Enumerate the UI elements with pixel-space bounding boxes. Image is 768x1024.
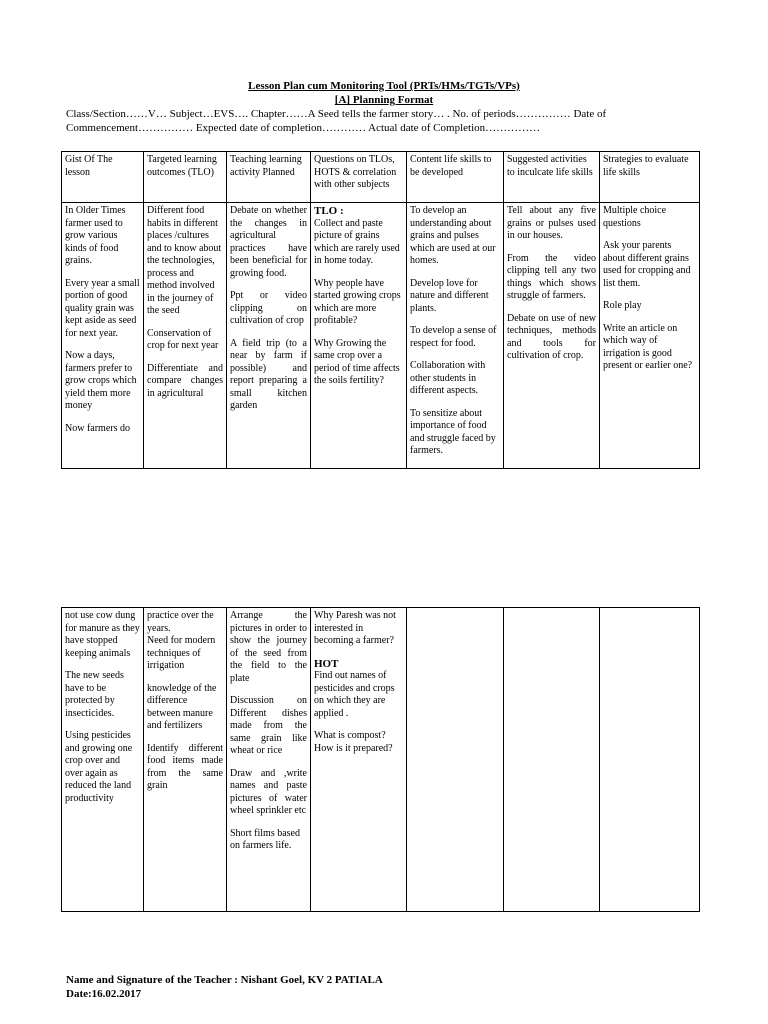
strategy-text: Multiple choice questions: [603, 205, 667, 229]
gist-cell-cont: [62, 608, 144, 912]
gist-cell: [62, 203, 144, 469]
question-text: Why Growing the same crop over a period of time affects the soils fertility?: [314, 337, 400, 386]
skill-text: To develop a sense of respect for food.: [410, 325, 497, 349]
strategy-text: Role play: [603, 300, 642, 311]
question-text: What is compost? How is it prepared?: [314, 730, 393, 754]
question-text: Why people have started growing crops which are more profitable?: [314, 277, 401, 326]
tlo-text: Conservation of crop for next year: [147, 327, 219, 351]
strategies-cell: [600, 203, 700, 469]
tlo-cell-cont: [144, 608, 227, 912]
activity-text: Arrange the pictures in order to show the journey of the seed from the field to the plate: [230, 610, 307, 684]
continuation-row: [62, 608, 700, 912]
tlo-text: Identify different food items made from the same grain: [147, 742, 223, 791]
skill-text: To develop an understanding about grains and pulses which are used at our homes.: [410, 205, 496, 266]
skills-cell: [407, 203, 504, 469]
skills-cell-cont: [407, 608, 504, 912]
document-subtitle: [A] Planning Format: [334, 94, 434, 106]
teacher-signature: Name and Signature of the Teacher : Nishant Goel, KV 2 PATIALA: [66, 974, 383, 986]
skill-text: Develop love for nature and different plants.: [410, 277, 489, 314]
document-date: Date:16.02.2017: [66, 988, 142, 1000]
strategy-text: Ask your parents about different grains used for cropping and list them.: [603, 240, 691, 289]
document-title: Lesson Plan cum Monitoring Tool (PRTs/HMs/TGTs/VPs): [248, 80, 520, 92]
header-suggested: Suggested activities to inculcate life skills: [504, 152, 600, 203]
gist-text: Using pesticides and growing one crop over and over again as reduced the land productivity: [65, 730, 133, 804]
tlo-text: Different food habits in different places /cultures and to know about the technologies, process and method involved in the journey of the seed: [147, 205, 222, 316]
skill-text: To sensitize about importance of food and struggle faced by farmers.: [410, 407, 496, 456]
activity-text: Discussion on Different dishes made from the same grain like wheat or rice: [230, 695, 307, 756]
gist-text: The new seeds have to be protected by insecticides.: [65, 670, 124, 719]
gist-text: Now farmers do: [65, 422, 130, 434]
tlo-cell: [144, 203, 227, 469]
strategy-text: Write an article on which way of irrigation is good present or earlier one?: [603, 322, 693, 371]
suggested-cell-cont: [504, 608, 600, 912]
header-row: [62, 152, 700, 203]
header-gist: Gist Of The lesson: [62, 152, 144, 203]
header-tlo: Targeted learning outcomes (TLO): [144, 152, 227, 203]
gist-text: not use cow dung for manure as they have stopped keeping animals: [65, 610, 140, 659]
gist-text: In Older Times farmer used to grow various kinds of food grains.: [65, 205, 126, 266]
meta-line-2: Commencement…………… Expected date of completion………… Actual date of Completion……………: [66, 122, 541, 134]
activity-text: Ppt or video clipping on cultivation of crop: [230, 290, 307, 326]
question-text: Find out names of pesticides and crops on which they are applied .: [314, 670, 395, 719]
planning-table-page-2: [61, 607, 700, 912]
strategies-cell-cont: [600, 608, 700, 912]
activity-text: Short films based on farmers life.: [230, 827, 300, 851]
header-strategies: Strategies to evaluate life skills: [600, 152, 700, 203]
activity-cell: [227, 203, 311, 469]
tlo-text: knowledge of the difference between manure and fertilizers: [147, 682, 217, 731]
activity-cell-cont: [227, 608, 311, 912]
tlo-label: TLO :: [314, 205, 344, 217]
gist-text: Now a days, farmers prefer to grow crops which yield them more money: [65, 350, 137, 411]
question-text: Collect and paste picture of grains which are rarely used in home today.: [314, 217, 400, 266]
suggested-text: Debate on use of new techniques, methods and tools for cultivation of crop.: [507, 312, 596, 361]
activity-text: Debate on whether the changes in agricultural practices have been beneficial for growing food.: [230, 205, 307, 279]
content-row: [62, 203, 700, 469]
header-activity: Teaching learning activity Planned: [227, 152, 311, 203]
header-questions: Questions on TLOs, HOTS & correlation with other subjects: [311, 152, 407, 203]
questions-cell-cont: [311, 608, 407, 912]
suggested-text: Tell about any five grains or pulses used in our houses.: [507, 205, 596, 241]
skill-text: Collaboration with other students in different aspects.: [410, 360, 486, 396]
tlo-text: practice over the years. Need for modern techniques of irrigation: [147, 610, 216, 671]
activity-text: A field trip (to a near by farm if possible) and report preparing a small kitchen garden: [230, 337, 307, 411]
header-skills: Content life skills to be developed: [407, 152, 504, 203]
questions-cell: [311, 203, 407, 469]
planning-table-page-1: [61, 151, 700, 469]
suggested-text: From the video clipping tell any two things which shows struggle of farmers.: [507, 252, 596, 301]
meta-line-1: Class/Section……V… Subject…EVS…. Chapter……A Seed tells the farmer story… . No. of periods…………… Date of: [66, 108, 607, 120]
gist-text: Every year a small portion of good quality grain was kept aside as seed for next year.: [65, 277, 140, 339]
activity-text: Draw and ,write names and paste pictures of water wheel sprinkler etc: [230, 767, 307, 816]
question-text: Why Paresh was not interested in becoming a farmer?: [314, 610, 396, 646]
tlo-text: Differentiate and compare changes in agricultural: [147, 362, 223, 399]
hot-label: HOT: [314, 657, 339, 670]
suggested-cell: [504, 203, 600, 469]
